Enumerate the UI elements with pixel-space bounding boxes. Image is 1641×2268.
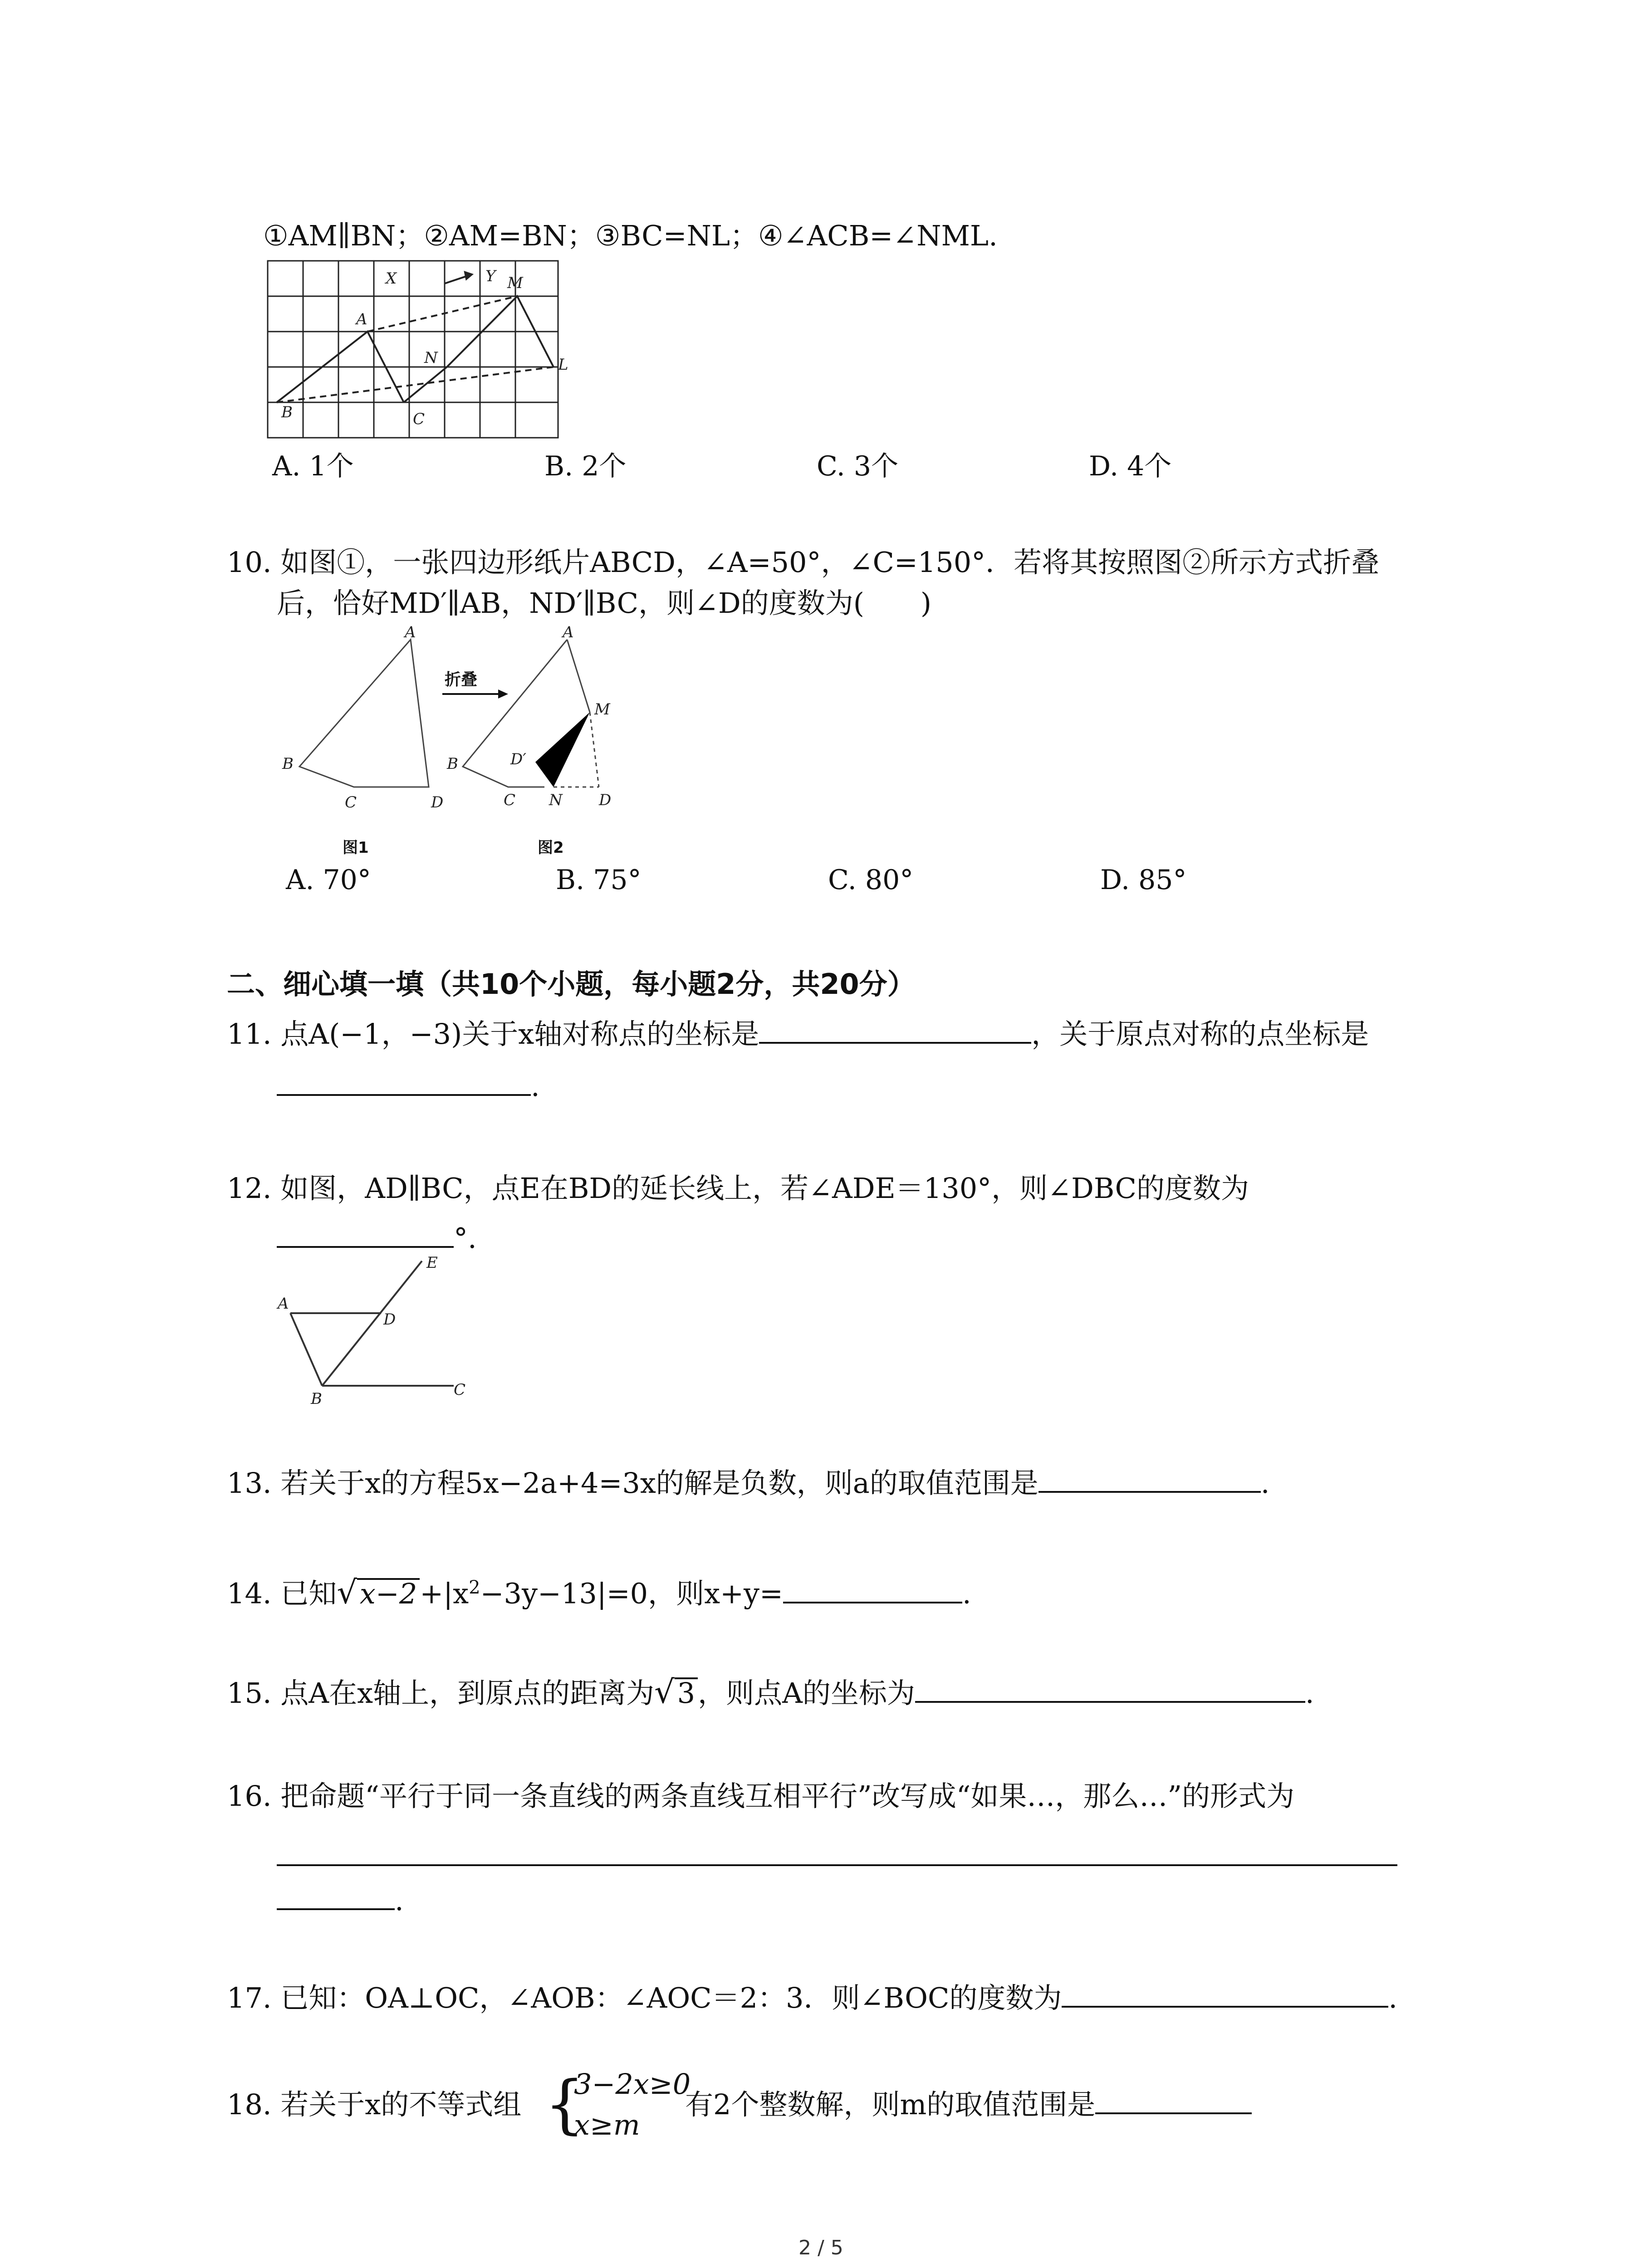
q10-option-d: D. 85° bbox=[1100, 864, 1187, 896]
q11-part1: 11. 点A(−1，−3)关于x轴对称点的坐标是 bbox=[227, 1017, 759, 1051]
q10-option-c: C. 80° bbox=[828, 864, 914, 896]
q15-radicand: 3 bbox=[675, 1677, 698, 1707]
q13-text: 13. 若关于x的方程5x−2a+4=3x的解是负数，则a的取值范围是 bbox=[227, 1466, 1038, 1500]
q10-fold-label: 折叠 bbox=[445, 670, 478, 689]
q17-line bbox=[227, 1980, 1397, 2016]
q9-label-n: N bbox=[424, 349, 438, 367]
q10-caption-2: 图2 bbox=[538, 839, 564, 857]
q13-end: . bbox=[1260, 1466, 1270, 1500]
q15-mid: ，则点A的坐标为 bbox=[698, 1677, 915, 1710]
q14-line bbox=[227, 1569, 971, 1612]
q10-option-a: A. 70° bbox=[286, 864, 371, 896]
q17-blank[interactable] bbox=[1062, 2006, 1388, 2008]
q15-line bbox=[227, 1674, 1314, 1711]
q11-part2: ，关于原点对称的点坐标是 bbox=[1031, 1017, 1369, 1051]
q16-blank1[interactable] bbox=[277, 1864, 1397, 1866]
q18-blank[interactable] bbox=[1095, 2112, 1252, 2114]
q9-option-a: A. 1个 bbox=[272, 450, 354, 482]
q18-inequality-1: 3−2x≥0 bbox=[574, 2068, 691, 2101]
q10-fig2-label-b: B bbox=[447, 755, 458, 773]
q9-label-c: C bbox=[413, 410, 425, 428]
q10-line1: 10. 如图①，一张四边形纸片ABCD，∠A=50°，∠C=150°．若将其按照图②所示方式折叠 bbox=[227, 546, 1380, 579]
q10-fig2-label-dprime: D′ bbox=[510, 750, 526, 768]
q14-mid1: +|x bbox=[420, 1577, 469, 1610]
q14-blank[interactable] bbox=[783, 1602, 962, 1603]
q9-option-c: C. 3个 bbox=[817, 450, 899, 482]
q14-end: . bbox=[962, 1577, 971, 1610]
q16-line2 bbox=[277, 1882, 404, 1919]
q12-blank[interactable] bbox=[277, 1246, 454, 1248]
q10-fig1-label-c: C bbox=[345, 793, 357, 811]
q9-option-b: B. 2个 bbox=[544, 450, 627, 482]
q10-figure bbox=[272, 626, 635, 862]
q15-prefix: 15. 点A在x轴上，到原点的距离为 bbox=[227, 1677, 655, 1710]
q15-sqrt-sign: √ bbox=[654, 1673, 675, 1711]
q12-line1: 12. 如图，AD∥BC，点E在BD的延长线上，若∠ADE＝130°，则∠DBC的度数为 bbox=[227, 1172, 1249, 1205]
q12-label-e: E bbox=[426, 1254, 438, 1272]
q10-fig2-label-c: C bbox=[504, 791, 516, 809]
q10-caption-1: 图1 bbox=[343, 839, 369, 857]
q14-radicand: x−2 bbox=[357, 1578, 420, 1608]
q15-end: . bbox=[1305, 1677, 1314, 1710]
q10-fig1-label-a: A bbox=[405, 626, 416, 641]
q10-fig1-label-d: D bbox=[431, 793, 444, 811]
q16-line1: 16. 把命题“平行于同一条直线的两条直线互相平行”改写成“如果…，那么…”的形式为 bbox=[227, 1779, 1295, 1813]
q9-label-m: M bbox=[507, 274, 523, 292]
q11-end: . bbox=[531, 1070, 540, 1103]
q16-blank2[interactable] bbox=[277, 1908, 395, 1910]
q14-prefix: 14. 已知 bbox=[227, 1577, 337, 1610]
q11-line1 bbox=[227, 1016, 1369, 1052]
q14-sqrt-sign: √ bbox=[337, 1574, 357, 1611]
q15-blank[interactable] bbox=[915, 1701, 1305, 1703]
q10-line2: 后，恰好MD′∥AB，ND′∥BC，则∠D的度数为( ) bbox=[277, 587, 932, 620]
q12-figure bbox=[272, 1252, 499, 1411]
q12-label-c: C bbox=[454, 1381, 466, 1399]
q10-fig2-label-d: D bbox=[599, 791, 612, 809]
q18-suffix-line bbox=[685, 2087, 1252, 2123]
q11-line2 bbox=[277, 1068, 540, 1105]
q12-label-a: A bbox=[278, 1295, 289, 1313]
q17-end: . bbox=[1388, 1981, 1398, 2014]
q9-label-b: B bbox=[281, 403, 293, 421]
q12-line2 bbox=[277, 1220, 477, 1256]
q17-text: 17. 已知：OA⊥OC，∠AOB：∠AOC＝2：3．则∠BOC的度数为 bbox=[227, 1981, 1062, 2014]
q12-end: °. bbox=[454, 1222, 477, 1255]
q18-suffix: 有2个整数解，则m的取值范围是 bbox=[685, 2088, 1096, 2121]
q9-label-l: L bbox=[558, 356, 568, 374]
q10-fig2-label-a: A bbox=[563, 626, 574, 641]
q13-blank[interactable] bbox=[1038, 1491, 1261, 1493]
q13-line bbox=[227, 1465, 1270, 1501]
q18-prefix: 18. 若关于x的不等式组 bbox=[227, 2088, 522, 2121]
q10-fig1-label-b: B bbox=[282, 755, 294, 773]
q9-label-y: Y bbox=[485, 267, 496, 285]
q14-sup: 2 bbox=[469, 1577, 480, 1598]
q14-mid2: −3y−13|=0，则x+y= bbox=[480, 1577, 784, 1610]
q18-brace: { bbox=[544, 2068, 585, 2141]
q12-label-b: B bbox=[311, 1390, 322, 1408]
q11-blank2[interactable] bbox=[277, 1094, 531, 1096]
q9-label-x: X bbox=[386, 269, 397, 288]
q16-end: . bbox=[395, 1884, 404, 1917]
q18-inequality-2: x≥m bbox=[574, 2108, 640, 2141]
q10-option-b: B. 75° bbox=[556, 864, 642, 896]
page-number: 2 / 5 bbox=[798, 2236, 843, 2259]
section2-heading: 二、细心填一填（共10个小题，每小题2分，共20分） bbox=[227, 968, 916, 1001]
q11-blank1[interactable] bbox=[759, 1042, 1031, 1044]
q9-label-a: A bbox=[356, 310, 367, 328]
q10-fig2-label-m: M bbox=[594, 700, 610, 719]
q12-label-d: D bbox=[383, 1310, 396, 1329]
q10-fig2-label-n: N bbox=[549, 791, 563, 809]
q9-option-d: D. 4个 bbox=[1089, 450, 1172, 482]
q9-grid-figure bbox=[263, 256, 581, 445]
q9-statements: ①AM∥BN；②AM=BN；③BC=NL；④∠ACB=∠NML. bbox=[263, 219, 998, 252]
